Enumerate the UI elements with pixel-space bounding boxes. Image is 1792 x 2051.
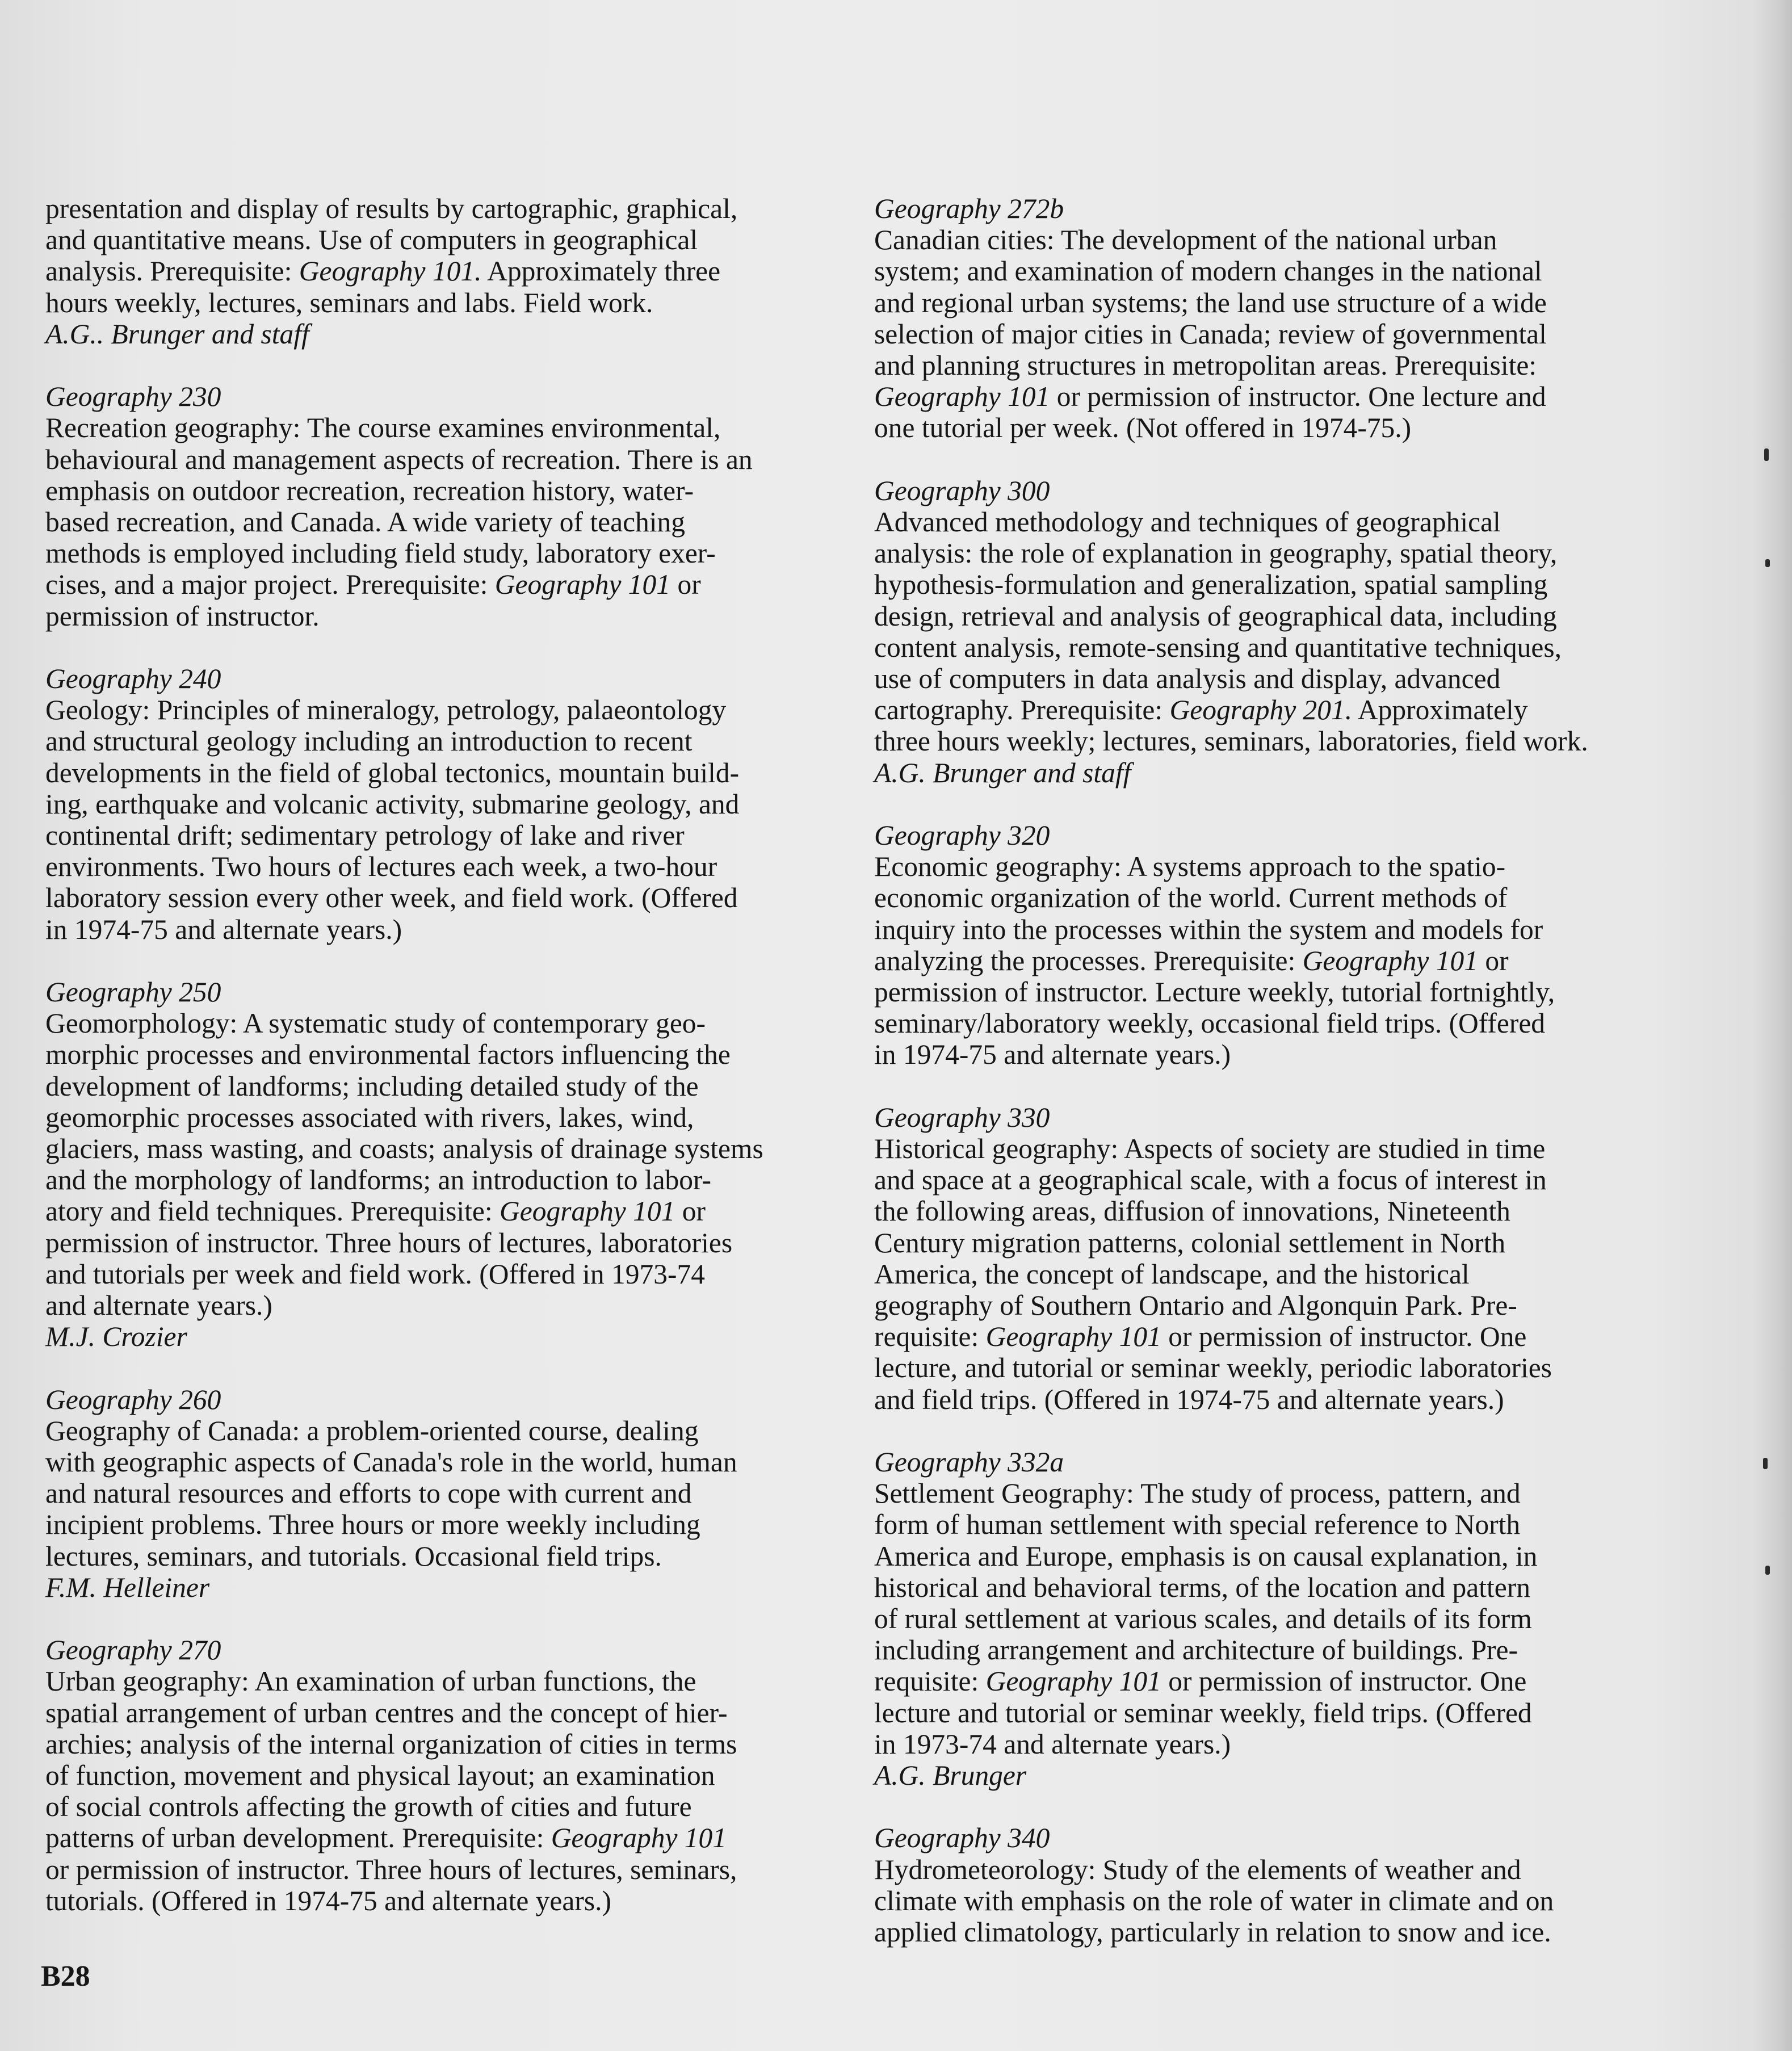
course-description — [874, 1854, 1686, 1948]
text-run: climate with emphasis on the role of water in climate and on — [874, 1885, 1554, 1916]
page-edge-shadow — [1752, 0, 1792, 2051]
course-reference: Geography 101. — [299, 255, 482, 287]
text-line — [874, 1321, 1686, 1352]
text-run: and regional urban systems; the land use structure of a wide — [874, 287, 1547, 318]
text-run: of function, movement and physical layout; an examination — [45, 1760, 715, 1792]
text-run: in 1974-75 and alternate years.) — [874, 1039, 1231, 1071]
text-line — [45, 1227, 857, 1259]
text-run: environments. Two hours of lectures each week, a two-hour — [45, 851, 717, 883]
text-run: in 1974-75 and alternate years.) — [45, 913, 402, 945]
text-line — [874, 694, 1686, 725]
text-line — [45, 1791, 857, 1822]
course-description — [874, 851, 1686, 1070]
text-run: permission of instructor. Three hours of lectures, laboratories — [45, 1227, 733, 1259]
course-reference: Geography 101 — [874, 381, 1050, 413]
text-run: continental drift; sedimentary petrology of lake and river — [45, 820, 685, 852]
text-line — [874, 287, 1686, 318]
course-entry — [45, 1634, 857, 1916]
text-run: America, the concept of landscape, and the historical — [874, 1258, 1470, 1290]
text-run: applied climatology, particularly in relation to snow and ice. — [874, 1916, 1551, 1948]
text-line — [45, 1039, 857, 1070]
text-line — [874, 255, 1686, 287]
course-instructor: A.G.. Brunger and staff — [45, 318, 309, 350]
text-line — [874, 1916, 1686, 1948]
text-line — [45, 820, 857, 851]
text-line — [874, 1603, 1686, 1634]
text-run: atory and field techniques. Prerequisite: — [45, 1196, 500, 1227]
course-description — [874, 1133, 1686, 1415]
course-instructor: A.G. Brunger and staff — [874, 757, 1131, 788]
text-line — [45, 1102, 857, 1133]
text-run: Historical geography: Aspects of society are studied in time — [874, 1133, 1546, 1165]
course-entry — [874, 1446, 1686, 1791]
course-description — [45, 694, 857, 945]
text-run: permission of instructor. — [45, 600, 320, 632]
text-line — [45, 1729, 857, 1760]
text-run: Approximately — [1352, 694, 1528, 726]
text-run: selection of major cities in Canada; review of governmental — [874, 318, 1547, 350]
text-run: Hydrometeorology: Study of the elements of weather and — [874, 1853, 1521, 1885]
course-entry — [874, 820, 1686, 1071]
text-line — [874, 976, 1686, 1008]
text-line — [874, 1133, 1686, 1164]
text-run: emphasis on outdoor recreation, recreation history, water- — [45, 475, 694, 506]
text-line — [874, 224, 1686, 255]
text-line — [45, 694, 857, 725]
text-line — [45, 412, 857, 443]
text-run: Geomorphology: A systematic study of contemporary geo- — [45, 1008, 706, 1039]
text-line — [874, 318, 1686, 350]
course-title: Geography 240 — [45, 663, 221, 695]
course-title: Geography 300 — [874, 475, 1050, 506]
course-description — [45, 1415, 857, 1572]
text-run: and the morphology of landforms; an introduction to labor- — [45, 1164, 712, 1196]
text-line — [45, 1854, 857, 1885]
text-run: analyzing the processes. Prerequisite: — [874, 945, 1303, 976]
text-run: patterns of urban development. Prerequisite: — [45, 1822, 551, 1854]
course-entry — [45, 976, 857, 1352]
course-instructor: A.G. Brunger — [874, 1760, 1027, 1792]
text-run: and natural resources and efforts to cope with current and — [45, 1478, 692, 1509]
text-line — [45, 1164, 857, 1196]
text-line — [45, 1509, 857, 1540]
course-reference: Geography 101 — [985, 1666, 1161, 1697]
course-entry — [45, 381, 857, 632]
text-line — [45, 1666, 857, 1697]
text-run: the following areas, diffusion of innovations, Nineteenth — [874, 1196, 1510, 1227]
text-run: Economic geography: A systems approach to the spatio- — [874, 851, 1506, 883]
text-line — [45, 788, 857, 820]
text-run: archies; analysis of the internal organization of cities in terms — [45, 1728, 737, 1760]
text-run: historical and behavioral terms, of the location and pattern — [874, 1571, 1530, 1603]
text-line — [45, 1196, 857, 1227]
text-line — [874, 851, 1686, 882]
text-run: glaciers, mass wasting, and coasts; analysis of drainage systems — [45, 1133, 763, 1165]
text-line — [45, 475, 857, 506]
text-line — [45, 757, 857, 788]
text-line — [874, 663, 1686, 694]
text-run: behavioural and management aspects of recreation. There is an — [45, 443, 753, 475]
course-title: Geography 330 — [874, 1101, 1050, 1133]
course-instructor: M.J. Crozier — [45, 1321, 187, 1353]
text-run: and structural geology including an introduction to recent — [45, 725, 693, 757]
margin-mark — [1765, 1566, 1770, 1575]
text-run: content analysis, remote-sensing and quantitative techniques, — [874, 631, 1562, 663]
text-run: analysis: the role of explanation in geography, spatial theory, — [874, 538, 1558, 569]
text-run: system; and examination of modern changes in the national — [874, 255, 1542, 287]
text-run: Geography of Canada: a problem-oriented course, dealing — [45, 1415, 699, 1446]
text-run: based recreation, and Canada. A wide variety of teaching — [45, 506, 686, 538]
text-run: Settlement Geography: The study of process, pattern, and — [874, 1478, 1521, 1509]
text-run: hours weekly, lectures, seminars and labs. Field work. — [45, 287, 653, 318]
text-line — [45, 1446, 857, 1478]
text-run: cises, and a major project. Prerequisite: — [45, 569, 495, 601]
text-line — [45, 1133, 857, 1164]
text-run: laboratory session every other week, and field work. (Offered — [45, 882, 738, 914]
text-run: of social controls affecting the growth of cities and future — [45, 1791, 692, 1823]
text-line — [874, 1008, 1686, 1039]
text-line — [874, 1478, 1686, 1509]
course-description — [45, 193, 857, 318]
page-number: B28 — [41, 1960, 90, 1993]
text-run: or permission of instructor. One — [1161, 1666, 1527, 1697]
course-reference: Geography 201. — [1169, 694, 1353, 726]
text-line — [45, 287, 857, 318]
text-line — [874, 601, 1686, 632]
margin-mark — [1764, 448, 1769, 461]
course-title: Geography 332a — [874, 1446, 1064, 1478]
text-run: Canadian cities: The development of the national urban — [874, 224, 1497, 256]
text-line — [874, 1227, 1686, 1259]
text-run: cartography. Prerequisite: — [874, 694, 1170, 726]
text-run: lectures, seminars, and tutorials. Occasional field trips. — [45, 1540, 662, 1572]
text-run: economic organization of the world. Current methods of — [874, 882, 1508, 914]
text-run: incipient problems. Three hours or more weekly including — [45, 1509, 700, 1541]
text-run: Approximately three — [481, 255, 721, 287]
left-column — [45, 193, 857, 1948]
text-line — [874, 1572, 1686, 1603]
text-run: three hours weekly; lectures, seminars, laboratories, field work. — [874, 725, 1588, 757]
course-title: Geography 320 — [874, 820, 1050, 852]
text-line — [45, 193, 857, 224]
text-line — [874, 1509, 1686, 1540]
text-run: use of computers in data analysis and display, advanced — [874, 663, 1501, 695]
course-entry — [874, 1822, 1686, 1948]
right-column — [874, 193, 1686, 1979]
text-run: geography of Southern Ontario and Algonquin Park. Pre- — [874, 1290, 1517, 1322]
text-run: developments in the field of global tectonics, mountain build- — [45, 757, 740, 788]
course-title: Geography 270 — [45, 1634, 221, 1666]
course-instructor: F.M. Helleiner — [45, 1571, 210, 1603]
course-entry — [45, 193, 857, 350]
text-line — [45, 224, 857, 255]
text-run: Urban geography: An examination of urban functions, the — [45, 1666, 696, 1697]
text-run: spatial arrangement of urban centres and the concept of hier- — [45, 1697, 728, 1729]
text-line — [45, 1415, 857, 1446]
text-line — [874, 538, 1686, 569]
text-run: and quantitative means. Use of computers in geographical — [45, 224, 698, 256]
text-line — [874, 914, 1686, 945]
text-run: seminary/laboratory weekly, occasional field trips. (Offered — [874, 1008, 1546, 1039]
text-line — [45, 569, 857, 600]
text-run: or permission of instructor. One lecture and — [1050, 381, 1546, 413]
text-line — [45, 1885, 857, 1916]
course-description — [45, 412, 857, 631]
course-description — [874, 1478, 1686, 1760]
text-line — [45, 882, 857, 913]
text-run: lecture, and tutorial or seminar weekly, periodic laboratories — [874, 1352, 1552, 1384]
text-line — [874, 945, 1686, 976]
text-line — [45, 1478, 857, 1509]
course-description — [45, 1666, 857, 1916]
course-reference: Geography 101 — [1302, 945, 1478, 976]
course-reference: Geography 101 — [500, 1196, 675, 1227]
text-line — [45, 444, 857, 475]
text-line — [45, 601, 857, 632]
course-entry — [45, 1384, 857, 1603]
text-line — [45, 1259, 857, 1290]
text-line — [874, 1634, 1686, 1666]
text-line — [874, 1384, 1686, 1415]
text-line — [45, 1760, 857, 1791]
text-run: America and Europe, emphasis is on causal explanation, in — [874, 1540, 1538, 1572]
text-run: in 1973-74 and alternate years.) — [874, 1728, 1231, 1760]
text-line — [874, 725, 1686, 757]
course-title: Geography 260 — [45, 1383, 221, 1415]
text-run: with geographic aspects of Canada's role in the world, human — [45, 1446, 737, 1478]
text-run: or permission of instructor. Three hours of lectures, seminars, — [45, 1853, 737, 1885]
text-line — [874, 1697, 1686, 1729]
text-run: requisite: — [874, 1321, 986, 1353]
margin-mark — [1765, 559, 1770, 567]
text-run: design, retrieval and analysis of geographical data, including — [874, 600, 1557, 632]
course-title: Geography 272b — [874, 193, 1064, 224]
text-run: of rural settlement at various scales, and details of its form — [874, 1603, 1532, 1635]
text-line — [45, 538, 857, 569]
text-run: presentation and display of results by cartographic, graphical, — [45, 193, 738, 224]
text-line — [45, 255, 857, 287]
text-line — [874, 569, 1686, 600]
text-run: and space at a geographical scale, with a focus of interest in — [874, 1164, 1547, 1196]
text-line — [874, 1039, 1686, 1070]
text-line — [874, 1196, 1686, 1227]
text-run: one tutorial per week. (Not offered in 1974-75.) — [874, 412, 1412, 444]
text-line — [874, 1164, 1686, 1196]
text-run: analysis. Prerequisite: — [45, 255, 299, 287]
text-run: or — [675, 1196, 706, 1227]
text-run: development of landforms; including detailed study of the — [45, 1070, 699, 1102]
margin-mark — [1763, 1458, 1768, 1469]
text-run: geomorphic processes associated with rivers, lakes, wind, — [45, 1101, 694, 1133]
text-run: or — [1478, 945, 1509, 976]
text-line — [45, 1071, 857, 1102]
text-run: and tutorials per week and field work. (Offered in 1973-74 — [45, 1258, 705, 1290]
text-line — [874, 1854, 1686, 1885]
text-run: Geology: Principles of mineralogy, petrology, palaeontology — [45, 694, 727, 726]
text-line — [45, 851, 857, 882]
course-reference: Geography 101 — [551, 1822, 727, 1854]
text-run: Recreation geography: The course examines environmental, — [45, 412, 721, 444]
text-line — [874, 412, 1686, 443]
text-run: permission of instructor. Lecture weekly, tutorial fortnightly, — [874, 976, 1555, 1008]
text-line — [45, 725, 857, 757]
text-run: requisite: — [874, 1666, 986, 1697]
text-line — [874, 632, 1686, 663]
text-line — [874, 1885, 1686, 1916]
course-entry — [874, 475, 1686, 788]
text-run: or — [670, 569, 701, 601]
text-line — [874, 882, 1686, 913]
course-entry — [874, 1102, 1686, 1415]
text-run: and planning structures in metropolitan areas. Prerequisite: — [874, 350, 1537, 381]
course-reference: Geography 101 — [494, 569, 671, 601]
course-description — [874, 506, 1686, 757]
course-title: Geography 250 — [45, 976, 221, 1008]
course-reference: Geography 101 — [985, 1321, 1161, 1353]
text-line — [874, 1290, 1686, 1321]
text-run: lecture and tutorial or seminar weekly, field trips. (Offered — [874, 1697, 1532, 1729]
text-run: and field trips. (Offered in 1974-75 and alternate years.) — [874, 1383, 1504, 1415]
text-line — [874, 1259, 1686, 1290]
text-line — [45, 1697, 857, 1729]
text-line — [45, 1822, 857, 1853]
text-line — [874, 1352, 1686, 1383]
text-line — [45, 914, 857, 945]
text-line — [45, 506, 857, 538]
text-line — [874, 1666, 1686, 1697]
text-run: tutorials. (Offered in 1974-75 and alternate years.) — [45, 1885, 611, 1916]
text-run: inquiry into the processes within the system and models for — [874, 913, 1543, 945]
course-entry — [874, 193, 1686, 444]
text-run: morphic processes and environmental factors influencing the — [45, 1039, 731, 1071]
course-title: Geography 340 — [874, 1822, 1050, 1854]
text-run: ing, earthquake and volcanic activity, submarine geology, and — [45, 788, 740, 820]
text-run: or permission of instructor. One — [1161, 1321, 1527, 1353]
text-line — [45, 1541, 857, 1572]
course-description — [45, 1008, 857, 1321]
text-run: and alternate years.) — [45, 1290, 272, 1322]
text-line — [874, 1729, 1686, 1760]
text-line — [874, 381, 1686, 412]
course-entry — [45, 663, 857, 945]
text-run: Advanced methodology and techniques of geographical — [874, 506, 1501, 538]
text-line — [45, 1290, 857, 1321]
text-run: form of human settlement with special reference to North — [874, 1509, 1521, 1541]
text-line — [874, 1541, 1686, 1572]
text-run: Century migration patterns, colonial settlement in North — [874, 1227, 1506, 1259]
course-title: Geography 230 — [45, 381, 221, 413]
text-run: hypothesis-formulation and generalization, spatial sampling — [874, 569, 1548, 601]
text-line — [874, 350, 1686, 381]
course-description — [874, 224, 1686, 443]
text-run: methods is employed including field study, laboratory exer- — [45, 538, 716, 569]
text-line — [874, 506, 1686, 538]
text-run: including arrangement and architecture of buildings. Pre- — [874, 1634, 1518, 1666]
text-line — [45, 1008, 857, 1039]
